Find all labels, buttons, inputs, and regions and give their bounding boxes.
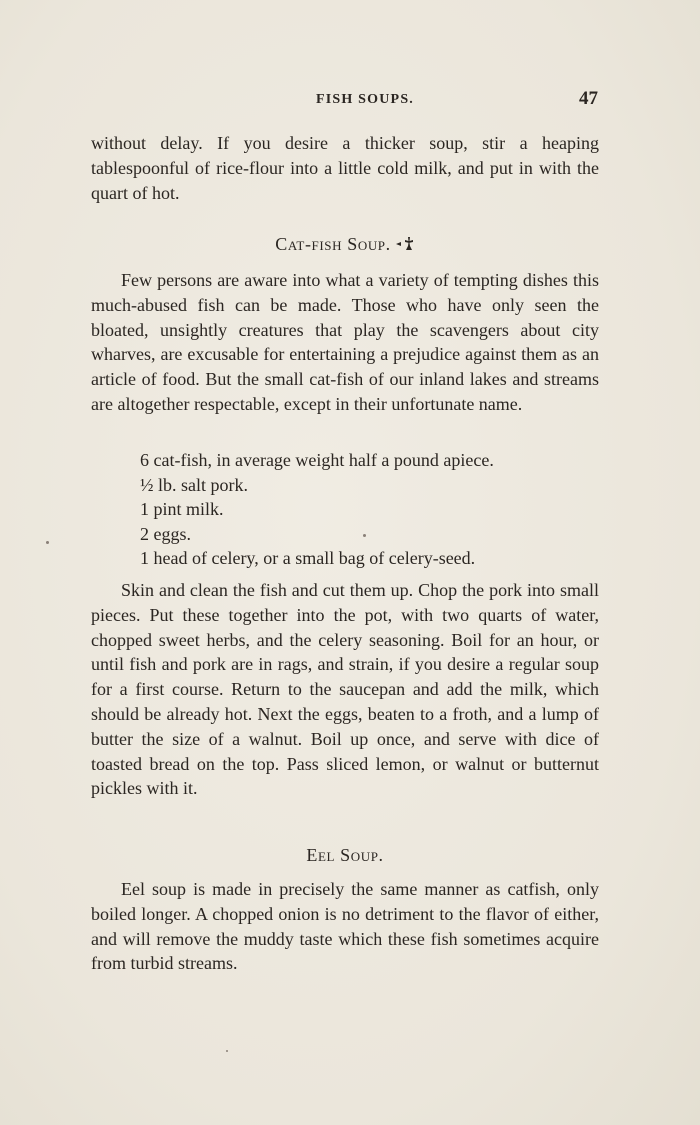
paper-speck xyxy=(226,1050,228,1052)
ingredient-item: 1 head of celery, or a small bag of celery-seed. xyxy=(140,548,476,568)
ingredient-item: ½ lb. salt pork. xyxy=(140,474,248,495)
eel-soup-heading xyxy=(91,845,599,866)
ingredient-item: 2 eggs. xyxy=(140,523,191,544)
catfish-soup-heading xyxy=(91,234,599,255)
continuation-paragraph: without delay. If you desire a thicker soup, stir a heaping tablespoonful of rice-flour into a little cold milk, and put in with the quart of hot. xyxy=(91,133,599,203)
maltese-cross-ornament-icon xyxy=(395,236,415,252)
ingredient-item: 1 pint milk. xyxy=(140,499,224,519)
paper-speck xyxy=(363,534,366,537)
catfish-method-paragraph: Skin and clean the fish and cut them up. Chop the pork into small pieces. Put these together into the pot, with two quarts of water, chopped sweet herbs, and the celery seasoning. Boil for an hour, or until fish and pork are in rags, and strain, if you desire a regular soup for a first course. Return to the saucepan and add the milk, which should be already hot. Next the eggs, beaten to a froth, and a lump of butter the size of a walnut. Boil up once, and serve with dice of toasted bread on the top. Pass sliced lemon, or walnut or butternut pickles with it. xyxy=(91,580,599,799)
catfish-intro-paragraph: Few persons are aware into what a variety of tempting dishes this much-abused fish can be made. Those who have only seen the bloated, unsightly creatures that play the scavengers about city wharves, are excusable for entertaining a prejudice against them as an article of food. But the small cat-fish of our inland lakes and streams are altogether respectable, except in their unfortunate name. xyxy=(91,270,599,414)
catfish-soup-title: Cat-fish Soup. xyxy=(275,234,391,254)
running-title: FISH SOUPS. xyxy=(316,92,414,107)
page-number: 47 xyxy=(579,88,598,109)
running-head xyxy=(90,88,600,112)
eel-soup-title: Eel Soup. xyxy=(306,845,384,865)
ingredient-item: 6 cat-fish, in average weight half a pound apiece. xyxy=(140,450,494,470)
paper-speck xyxy=(46,541,49,544)
eel-soup-paragraph: Eel soup is made in precisely the same manner as catfish, only boiled longer. A chopped onion is no detriment to the flavor of either, and will remove the muddy taste which these fish sometimes acquire from turbid streams. xyxy=(91,879,599,974)
ingredient-list xyxy=(140,448,600,571)
